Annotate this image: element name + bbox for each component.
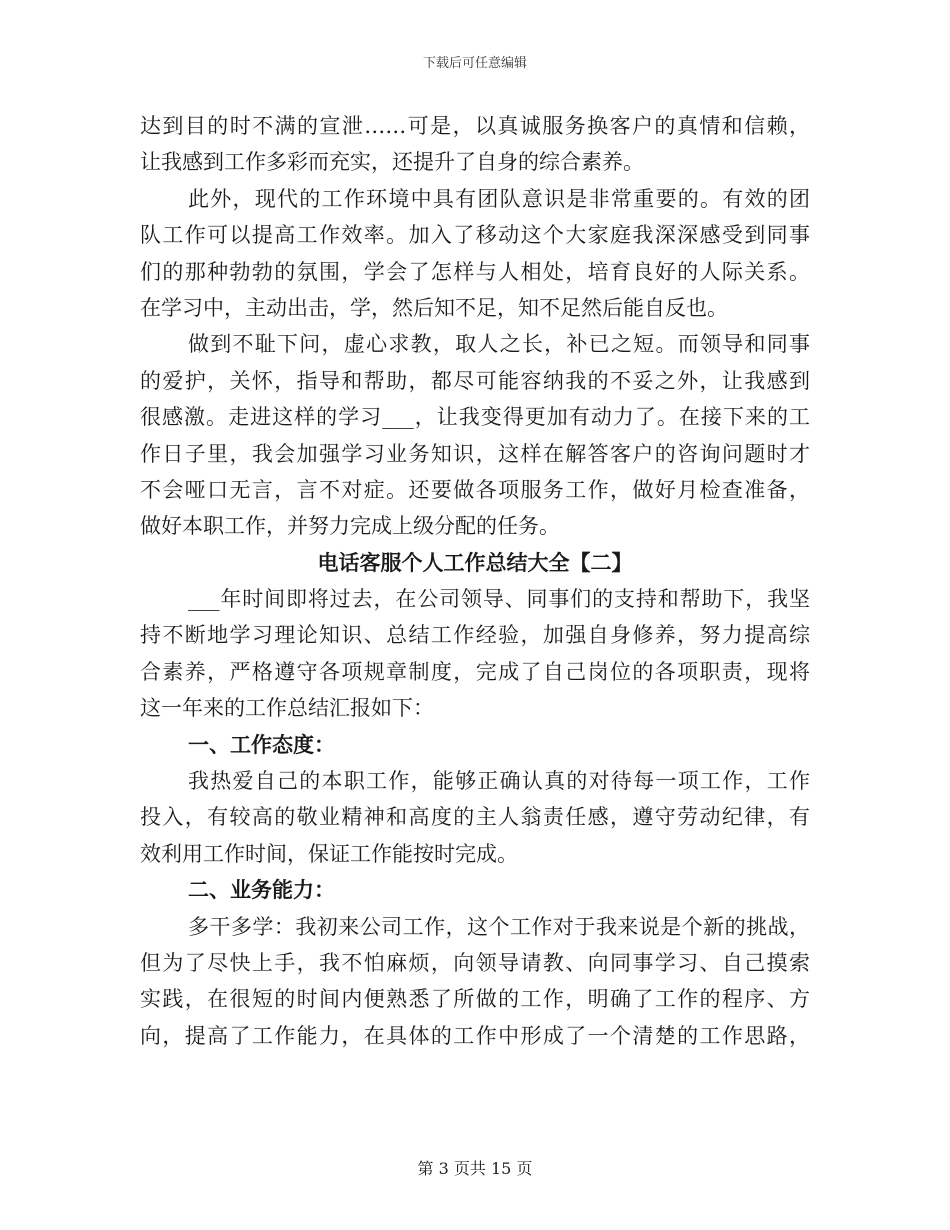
text-line: 这一年来的工作总结汇报如下：: [140, 696, 434, 721]
page-number-footer: 第 3 页共 15 页: [417, 1159, 533, 1178]
text-line: 向，提高了工作能力，在具体的工作中形成了一个清楚的工作思路，: [140, 1023, 810, 1048]
text-line: 不会哑口无言，言不对症。还要做各项服务工作，做好月检查准备，: [140, 477, 810, 502]
text-line: 做到不耻下问，虚心求教，取人之长，补已之短。而领导和同事: [188, 332, 810, 357]
text-line: 效利用工作时间，保证工作能按时完成。: [140, 841, 518, 866]
text-line: 的爱护，关怀，指导和帮助，都尽可能容纳我的不妥之外，让我感到: [140, 368, 810, 393]
section-title: 电话客服个人工作总结大全【二】: [317, 550, 633, 575]
text-line: 我热爱自己的本职工作，能够正确认真的对待每一项工作，工作: [188, 769, 810, 794]
text-line: 在学习中，主动出击，学，然后知不足，知不足然后能自反也。: [140, 295, 728, 320]
text-line: 持不断地学习理论知识、总结工作经验，加强自身修养，努力提高综: [140, 623, 810, 648]
document-body: [140, 108, 810, 1054]
text-line: 做好本职工作，并努力完成上级分配的任务。: [140, 514, 560, 539]
text-line: 此外，现代的工作环境中具有团队意识是非常重要的。有效的团: [188, 186, 810, 211]
text-line: 队工作可以提高工作效率。加入了移动这个大家庭我深深感受到同事: [140, 223, 810, 248]
text-line: 但为了尽快上手，我不怕麻烦，向领导请教、向同事学习、自己摸索: [140, 950, 810, 975]
text-line: 让我感到工作多彩而充实，还提升了自身的综合素养。: [140, 150, 644, 175]
text-line: 实践，在很短的时间内便熟悉了所做的工作，明确了工作的程序、方: [140, 987, 810, 1012]
text-line: 很感激。走进这样的学习___，让我变得更加有动力了。在接下来的工: [140, 405, 810, 430]
text-line: 多干多学：我初来公司工作，这个工作对于我来说是个新的挑战，: [188, 914, 810, 939]
text-line: 作日子里，我会加强学习业务知识，这样在解答客户的咨询问题时才: [140, 441, 810, 466]
page-header: 下载后可任意编辑: [422, 56, 527, 71]
text-line: ___年时间即将过去，在公司领导、同事们的支持和帮助下，我坚: [188, 587, 810, 612]
section-heading: 二、业务能力：: [188, 878, 335, 903]
text-line: 们的那种勃勃的氛围，学会了怎样与人相处，培育良好的人际关系。: [140, 259, 810, 284]
text-line: 投入，有较高的敬业精神和高度的主人翁责任感，遵守劳动纪律，有: [140, 805, 810, 830]
text-line: 合素养，严格遵守各项规章制度，完成了自己岗位的各项职责，现将: [140, 659, 810, 684]
text-line: 达到目的时不满的宣泄……可是，以真诚服务换客户的真情和信赖，: [140, 114, 810, 138]
section-heading: 一、工作态度：: [188, 732, 335, 757]
